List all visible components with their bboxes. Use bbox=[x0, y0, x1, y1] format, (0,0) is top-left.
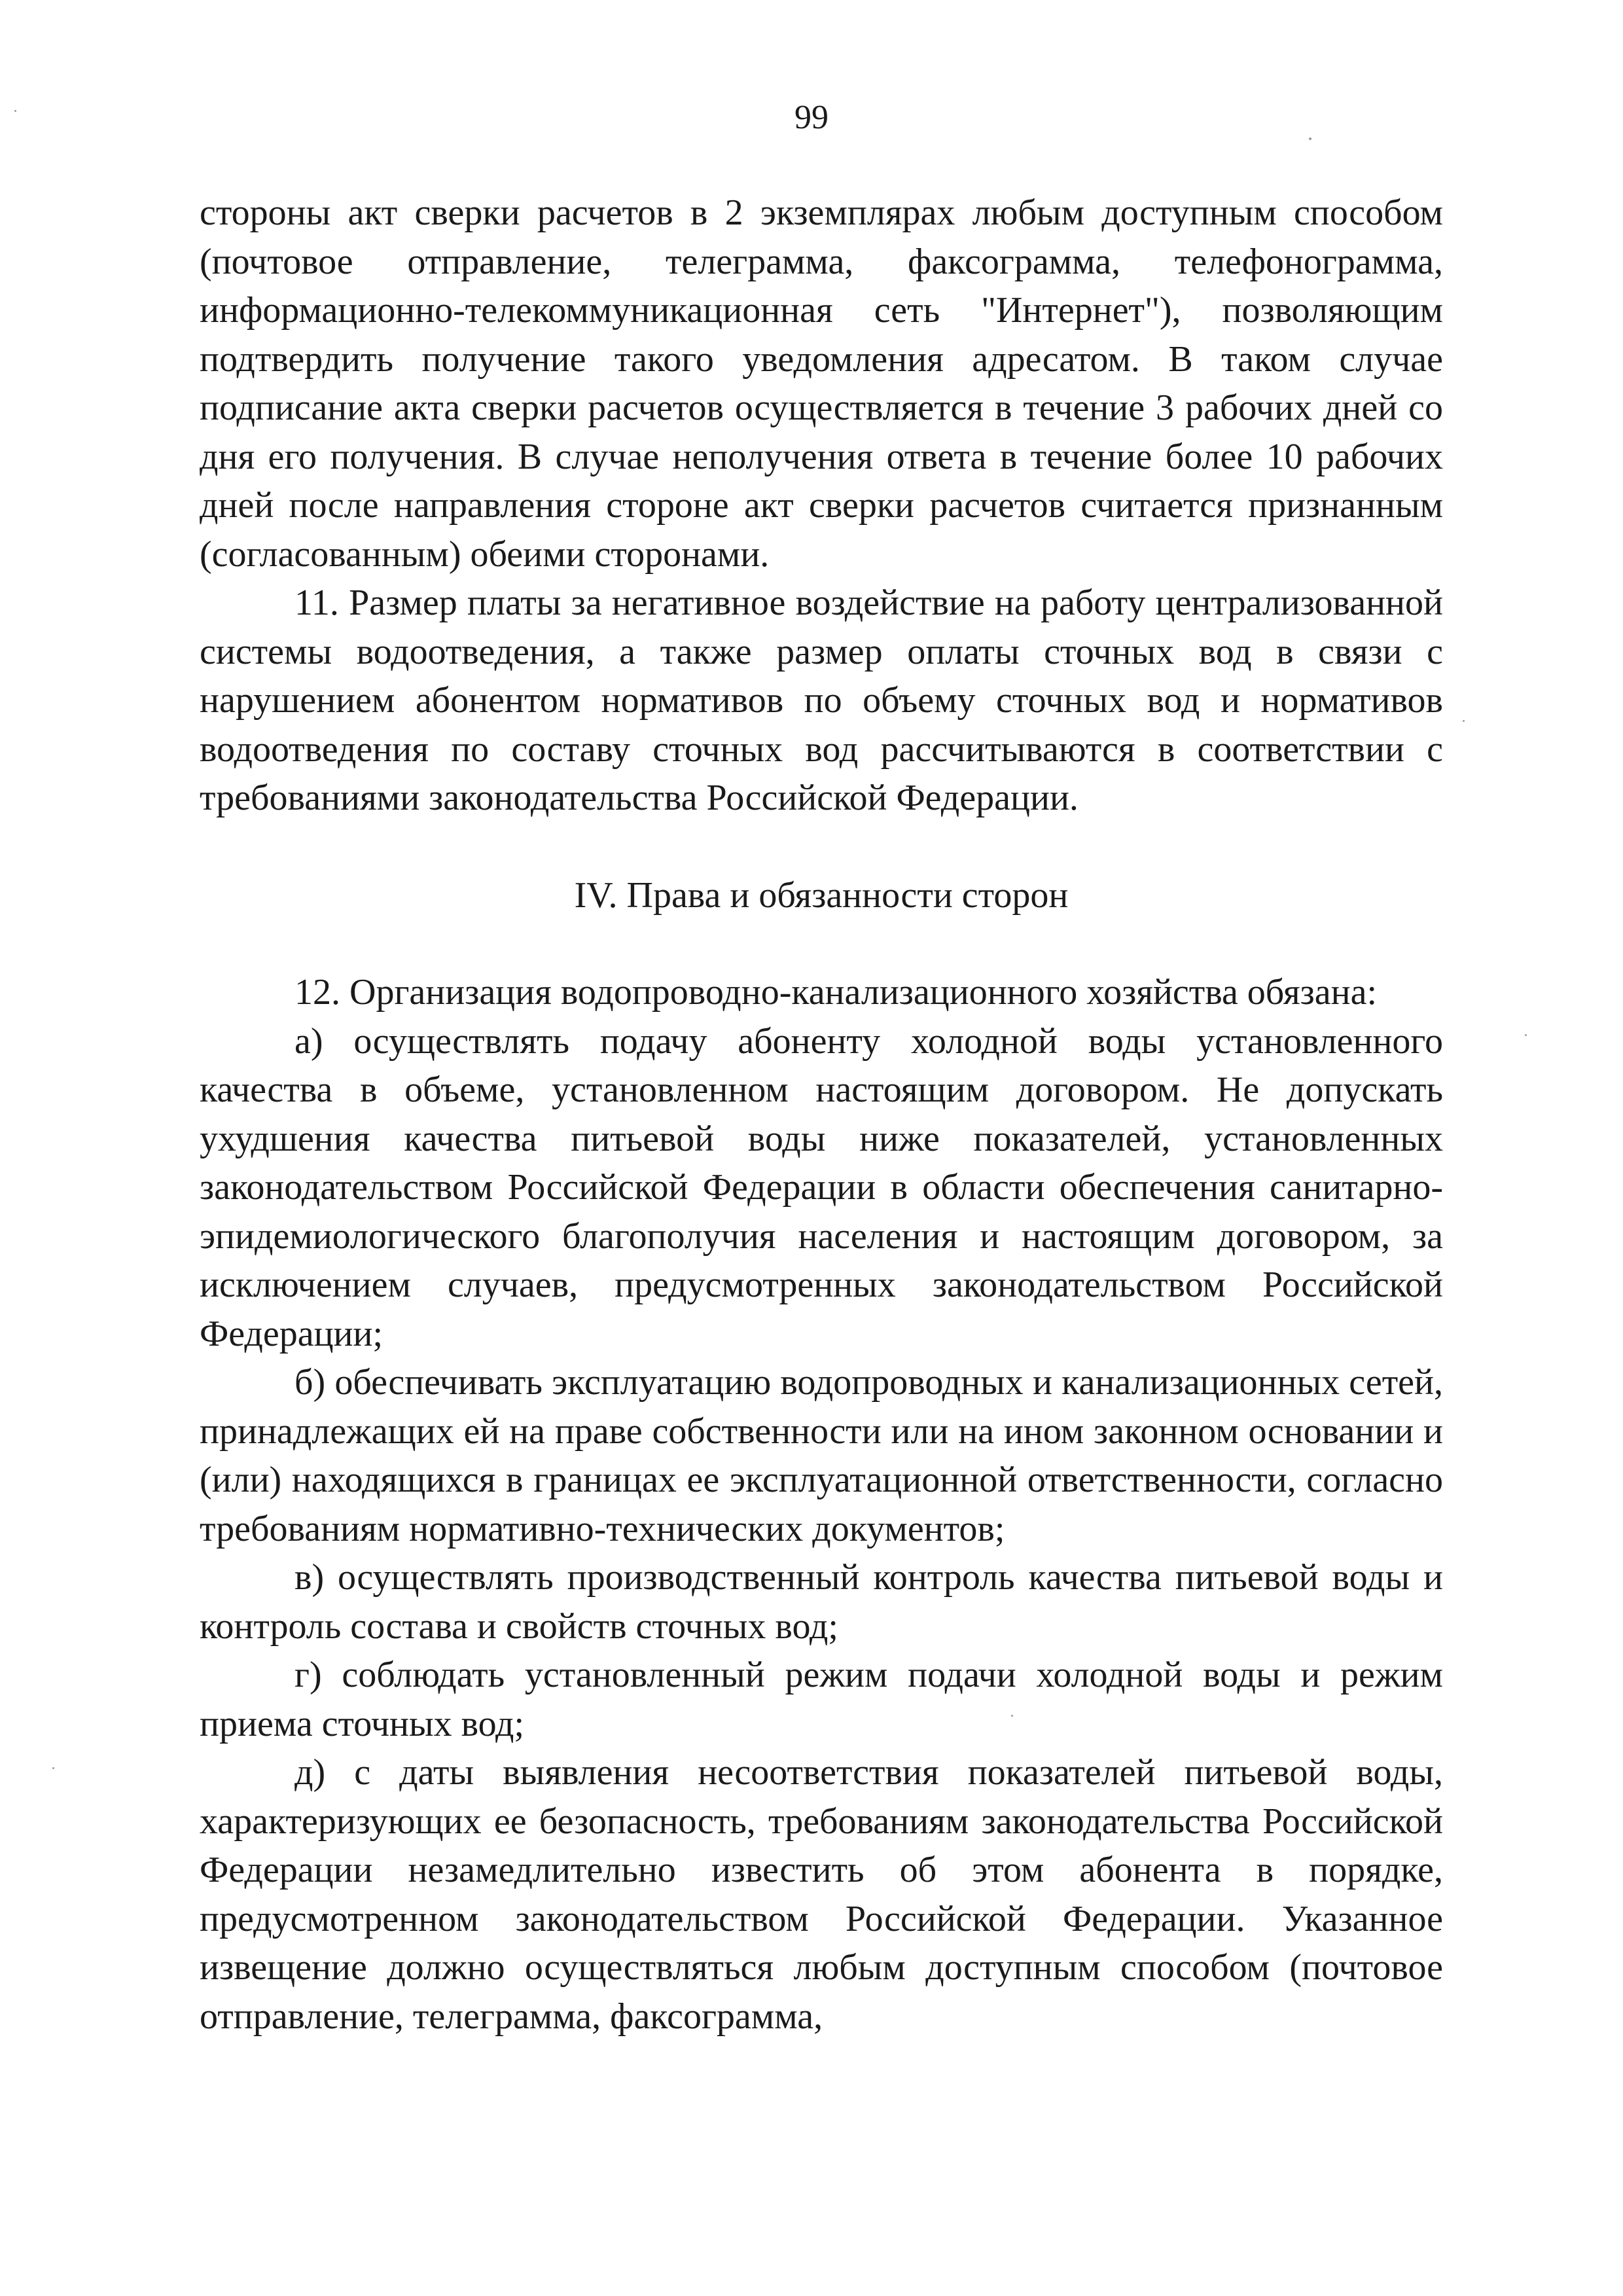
paragraph-12-b: б) обеспечивать эксплуатацию водопроводных и канализационных сетей, принадлежащих ей на праве собственности или на ином законном основании и (или) находящихся в границах ее эксплуатационной ответственности, согласно требованиям нормативно-технических документов; bbox=[200, 1362, 1443, 1549]
scan-speck bbox=[1011, 1715, 1013, 1717]
document-body bbox=[200, 188, 1443, 2041]
scan-speck bbox=[1463, 720, 1465, 722]
paragraph-12: 12. Организация водопроводно-канализационного хозяйства обязана: bbox=[294, 972, 1378, 1013]
paragraph-12-d: д) с даты выявления несоответствия показателей питьевой воды, характеризующих ее безопасность, требованиям законодательства Российской Федерации незамедлительно известить об этом абонента в порядке, предусмотренном законодательством Российской Федерации. Указанное извещение должно осуществляться любым доступным способом (почтовое отправление, телеграмма, факсограмма, bbox=[200, 1752, 1443, 2037]
scan-speck bbox=[1309, 137, 1311, 140]
paragraph-11: 11. Размер платы за негативное воздействие на работу централизованной системы водоотведения, а также размер оплаты сточных вод в связи с нарушением абонентом нормативов по объему сточных вод и нормативов водоотведения по составу сточных вод рассчитываются в соответствии с требованиями законодательства Российской Федерации. bbox=[200, 583, 1443, 818]
paragraph-12-v: в) осуществлять производственный контроль качества питьевой воды и контроль состава и свойств сточных вод; bbox=[200, 1557, 1443, 1647]
page-number: 99 bbox=[794, 99, 829, 136]
scan-speck bbox=[1525, 1034, 1527, 1036]
paragraph-12-a: а) осуществлять подачу абоненту холодной воды установленного качества в объеме, установленном настоящим договором. Не допускать ухудшения качества питьевой воды ниже показателей, установленных законодательством Российской Федерации в области обеспечения санитарно-эпидемиологического благополучия населения и настоящим договором, за исключением случаев, предусмотренных законодательством Российской Федерации; bbox=[200, 1020, 1443, 1354]
scan-speck bbox=[52, 1767, 54, 1769]
section-heading: IV. Права и обязанности сторон bbox=[574, 874, 1069, 916]
paragraph-12-g: г) соблюдать установленный режим подачи холодной воды и режим приема сточных вод; bbox=[200, 1655, 1443, 1744]
scan-speck bbox=[14, 110, 16, 112]
paragraph-act-reconciliation: стороны акт сверки расчетов в 2 экземплярах любым доступным способом (почтовое отправление, телеграмма, факсограмма, телефонограмма, информационно-телекоммуникационная сеть "Интернет"), позволяющим подтвердить получение такого уведомления адресатом. В таком случае подписание акта сверки расчетов осуществляется в течение 3 рабочих дней со дня его получения. В случае неполучения ответа в течение более 10 рабочих дней после направления стороне акт сверки расчетов считается признанным (согласованным) обеими сторонами. bbox=[200, 192, 1443, 575]
